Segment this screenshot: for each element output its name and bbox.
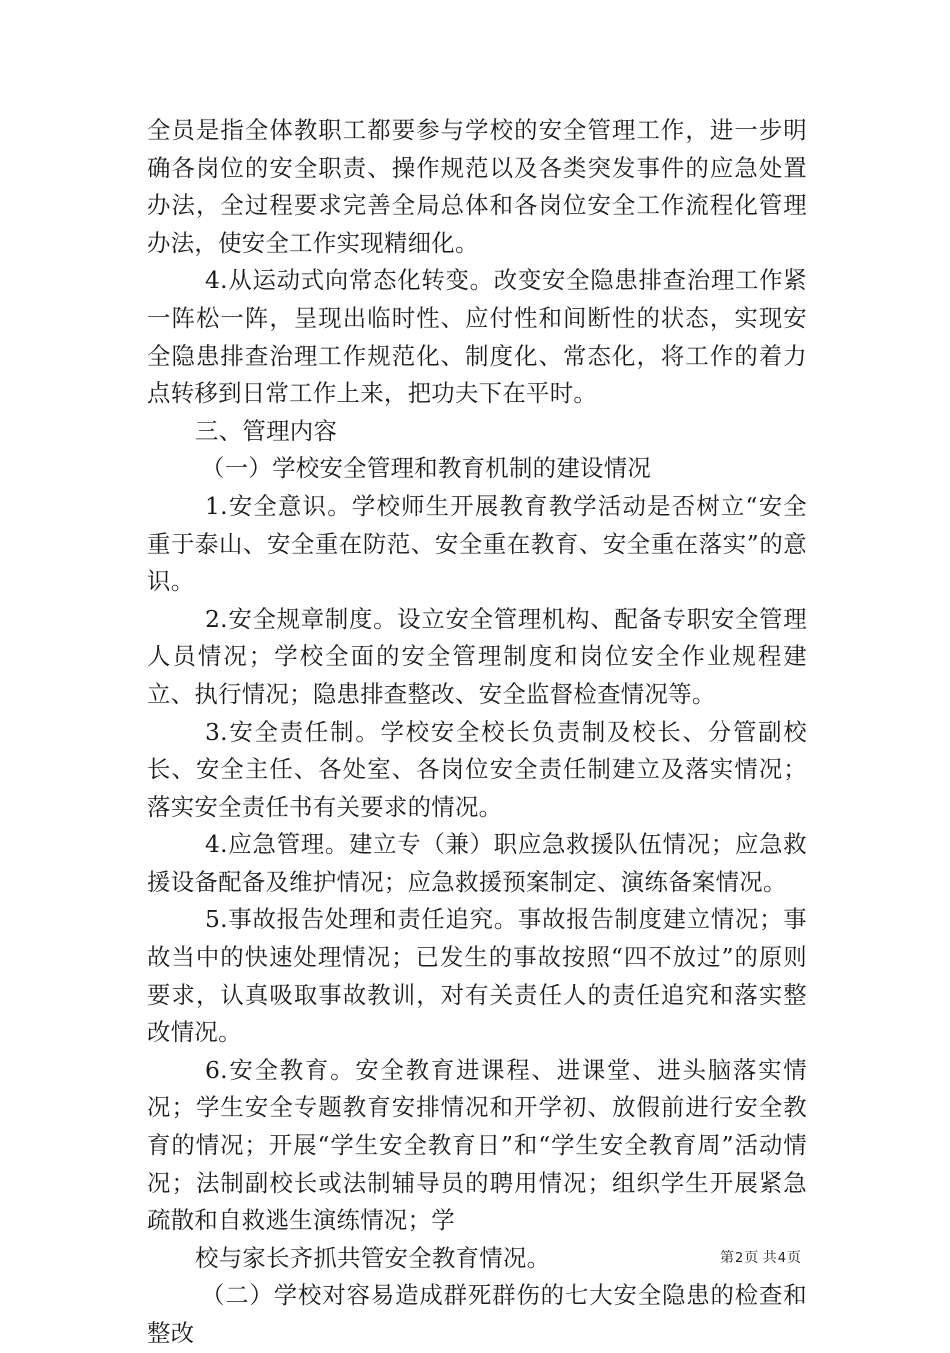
paragraph-continuation: 全员是指全体教职工都要参与学校的安全管理工作，进一步明确各岗位的安全职责、操作规范以及各类突发事件的应急处置办法，全过程要求完善全局总体和各岗位安全工作流程化管理办法，使安全工作实现精细化。 [147,116,807,257]
footer-current-page: 2 [735,1251,744,1266]
section-heading-3: 三、管理内容 [195,416,338,445]
subsection-heading-2: （二）学校对容易造成群死群伤的七大安全隐患的检查和整改 [147,1281,807,1347]
footer-middle: 页 共 [744,1250,777,1266]
paragraph-item-6: 6.安全教育。安全教育进课程、进课堂、进头脑落实情况；学生安全专题教育安排情况和开学初、放假前进行安全教育的情况；开展“学生安全教育日”和“学生安全教育周”活动情况；法制副校长或法制辅导员的聘用情况；组织学生开展紧急疏散和自救逃生演练情况；学 [147,1055,807,1235]
page-footer [720,1247,801,1267]
paragraph-item-5: 5.事故报告处理和责任追究。事故报告制度建立情况；事故当中的快速处理情况；已发生的事故按照“四不放过”的原则要求，认真吸取事故教训，对有关责任人的责任追究和落实整改情况。 [147,905,807,1047]
footer-prefix: 第 [720,1250,734,1266]
paragraph-item-3: 3.安全责任制。学校安全校长负责制及校长、分管副校长、安全主任、各处室、各岗位安全责任制建立及落实情况；落实安全责任书有关要求的情况。 [147,717,807,821]
paragraph-item-4b: 4.应急管理。建立专（兼）职应急救援队伍情况；应急救援设备配备及维护情况；应急救援预案制定、演练备案情况。 [147,830,807,896]
paragraph-item-6-tail: 校与家长齐抓共管安全教育情况。 [195,1243,551,1272]
footer-total-pages: 4 [777,1251,787,1266]
footer-suffix: 页 [787,1250,802,1266]
document-body [147,112,807,1353]
paragraph-item-1: 1.安全意识。学校师生开展教育教学活动是否树立“安全重于泰山、安全重在防范、安全重在教育、安全重在落实”的意识。 [147,491,807,596]
paragraph-item-4: 4.从运动式向常态化转变。改变安全隐患排查治理工作紧一阵松一阵，呈现出临时性、应付性和间断性的状态，实现安全隐患排查治理工作规范化、制度化、常态化，将工作的着力点转移到日常工作上来，把功夫下在平时。 [147,266,807,408]
subsection-heading-1: （一）学校安全管理和教育机制的建设情况 [201,454,652,483]
paragraph-item-2: 2.安全规章制度。设立安全管理机构、配备专职安全管理人员情况；学校全面的安全管理制度和岗位安全作业规程建立、执行情况；隐患排查整改、安全监督检查情况等。 [147,604,807,708]
